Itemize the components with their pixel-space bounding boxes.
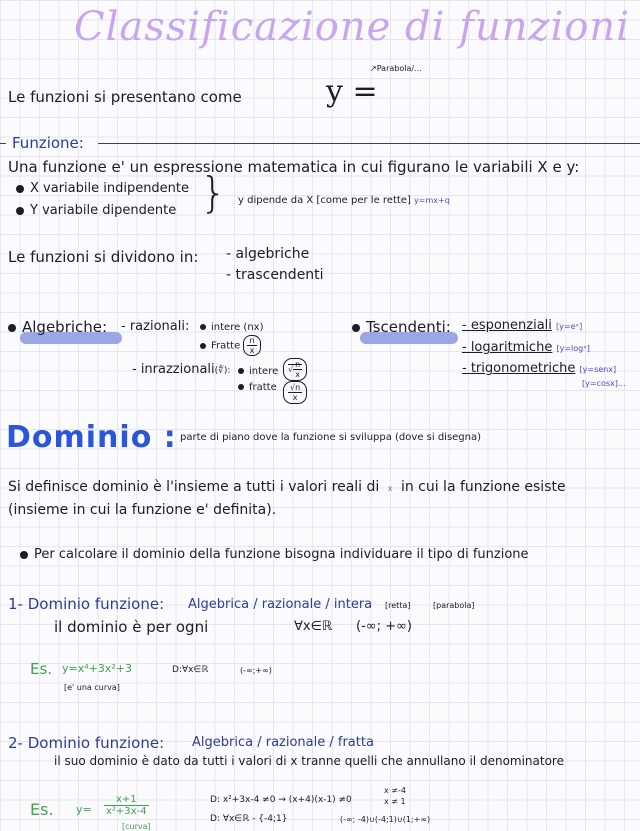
bullet-icon bbox=[352, 324, 360, 332]
irrazionali-intere-root: √ $\frac{n}{x}$ bbox=[283, 358, 307, 381]
section-rule-right bbox=[98, 143, 640, 144]
arrow-icon: ↗ bbox=[370, 64, 377, 73]
funzione-definition: Una funzione e' un espressione matematica in cui figurano le variabili X e y: bbox=[8, 158, 580, 176]
bullet-icon bbox=[8, 324, 16, 332]
trascendenti-logaritmiche: - logaritmiche [y=logˣ] bbox=[462, 340, 590, 355]
bullet-icon bbox=[16, 207, 24, 215]
bullet-icon bbox=[200, 343, 206, 349]
bullet-item-dipendente: Y variabile dipendente bbox=[16, 203, 176, 218]
case2-step1-right-bottom: x ≠ 1 bbox=[384, 797, 406, 806]
case1-forall: ∀x∈ℝ bbox=[294, 619, 333, 634]
case1-type: Algebrica / razionale / intera bbox=[188, 597, 373, 612]
razionali-label: - razionali: bbox=[121, 319, 190, 334]
case2-example-prefix: y= bbox=[76, 803, 92, 816]
dominio-definition-line2: (insieme in cui la funzione e' definita). bbox=[8, 502, 277, 518]
division-text: Le funzioni si dividono in: bbox=[8, 248, 199, 266]
case2-example-fraction: $\frac{x+1}{\text{x²+3x-4}}$ bbox=[106, 794, 147, 817]
trascendenti-esponenziali: - esponenziali [y=eˣ] bbox=[462, 318, 583, 333]
dominio-title: Dominio : bbox=[6, 420, 177, 455]
case1-example-note: [e' una curva] bbox=[64, 683, 120, 692]
case1-example-formula: y=x⁴+3x²+3 bbox=[62, 662, 132, 675]
intro-text: Le funzioni si presentano come bbox=[8, 88, 242, 106]
case1-note2: [parabola] bbox=[433, 601, 475, 610]
case1-rule: il dominio è per ogni bbox=[54, 618, 209, 636]
dominio-subtitle: parte di piano dove la funzione si sviluppa (dove si disegna) bbox=[180, 432, 482, 443]
case2-step2: D: ∀x∈ℝ - {-4;1} bbox=[210, 814, 288, 824]
funzione-note: y dipende da X [come per le rette] y=mx+q bbox=[238, 195, 450, 206]
case1-interval: (-∞; +∞) bbox=[356, 619, 412, 634]
bullet-icon bbox=[238, 384, 244, 390]
razionali-fratte: Fratte $\frac{n}{x}$ bbox=[200, 335, 261, 356]
algebriche-label: Algebriche: bbox=[8, 318, 107, 336]
case1-note1: [retta] bbox=[385, 601, 411, 610]
case2-step1-right-top: x ≠-4 bbox=[384, 786, 406, 795]
bullet-icon bbox=[16, 185, 24, 193]
case1-example-interval: (-∞;+∞) bbox=[240, 666, 272, 675]
bullet-item-indipendente: X variabile indipendente bbox=[16, 181, 189, 196]
irrazionali-fratte-root: $\frac{√n}{x}$ bbox=[283, 381, 307, 404]
bullet-icon bbox=[238, 368, 244, 374]
trascendenti-trigonometriche: - trigonometriche [y=senx] bbox=[462, 361, 617, 376]
case2-step2-interval: (-∞; -4)∪(-4;1)∪(1;+∞) bbox=[340, 815, 431, 824]
case1-example-label: Es. bbox=[30, 660, 53, 678]
case2-example-note: [curva] bbox=[122, 822, 151, 831]
case1-heading: 1- Dominio funzione: bbox=[8, 595, 165, 613]
section-rule-left bbox=[0, 143, 6, 144]
case2-example-label: Es. bbox=[30, 800, 54, 819]
bullet-icon bbox=[20, 551, 28, 559]
irrazionali-fratte: fratte bbox=[238, 382, 277, 393]
bullet-icon bbox=[200, 324, 206, 330]
dominio-bullet: Per calcolare il dominio della funzione bisogna individuare il tipo di funzione bbox=[20, 547, 529, 562]
curly-brace-icon: } bbox=[200, 168, 227, 217]
trascendenti-label: Tscendenti: bbox=[352, 318, 451, 336]
trascendenti-extra: [y=cosx]... bbox=[582, 379, 626, 388]
intro-formula: y = bbox=[326, 74, 378, 109]
dominio-definition-line1: Si definisce dominio è l'insieme a tutti i valori reali di x in cui la funzione esiste bbox=[8, 479, 566, 495]
division-item-trascendenti: - trascendenti bbox=[226, 267, 324, 283]
case2-heading: 2- Dominio funzione: bbox=[8, 734, 165, 752]
case1-example-domain: D:∀x∈ℝ bbox=[172, 665, 209, 675]
case2-rule: il suo dominio è dato da tutti i valori di x tranne quelli che annullano il denominatore bbox=[54, 754, 564, 768]
razionali-intere: intere (nx) bbox=[200, 322, 263, 333]
irrazionali-label: - inrazzionali(∜): bbox=[132, 362, 231, 377]
irrazionali-intere: intere bbox=[238, 366, 278, 377]
division-item-algebriche: - algebriche bbox=[226, 246, 310, 262]
page-title: Classificazione di funzioni bbox=[74, 4, 630, 50]
funzione-heading: Funzione: bbox=[12, 134, 84, 152]
case2-type: Algebrica / razionale / fratta bbox=[192, 735, 374, 750]
intro-annotation: ↗Parabola/... bbox=[370, 64, 422, 73]
case2-step1: D: x²+3x-4 ≠0 → (x+4)(x-1) ≠0 bbox=[210, 795, 352, 805]
